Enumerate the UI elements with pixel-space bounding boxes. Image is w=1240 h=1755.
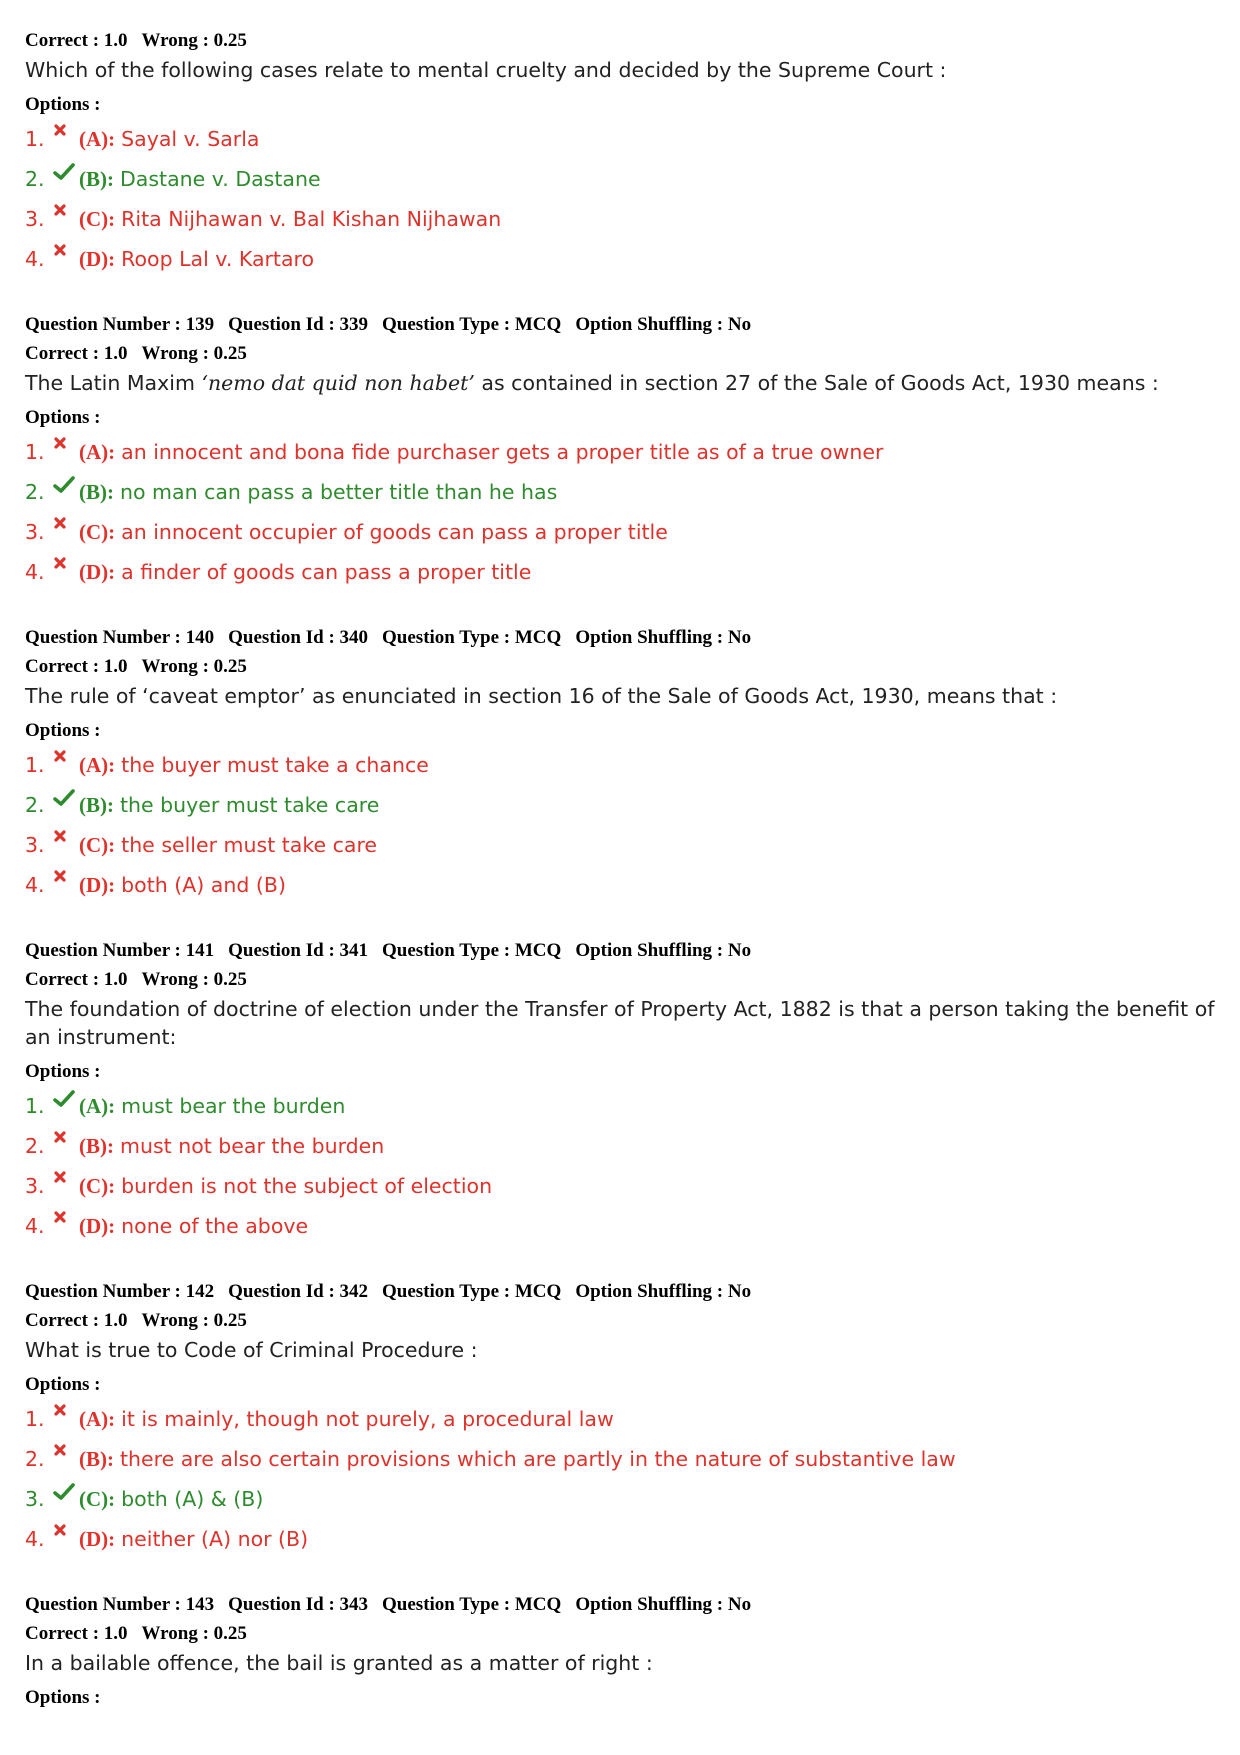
option-letter: (A): xyxy=(79,126,116,151)
cross-icon xyxy=(53,1403,79,1425)
option-number: 4. xyxy=(25,1214,45,1238)
question-number: Question Number : 142 xyxy=(25,1281,215,1302)
option-item xyxy=(25,512,1220,552)
cross-icon xyxy=(53,556,79,578)
check-icon xyxy=(53,1090,79,1112)
question-header xyxy=(25,623,1220,652)
question-text: The rule of ‘caveat emptor’ as enunciated in section 16 of the Sale of Goods Act, 1930, means that : xyxy=(25,684,1058,708)
question-id: Question Id : 341 xyxy=(228,940,369,961)
check-icon xyxy=(53,163,79,185)
marking-scheme xyxy=(25,965,1220,994)
cross-icon xyxy=(53,243,79,265)
option-number: 2. xyxy=(25,1134,45,1158)
option-shuffling: Option Shuffling : No xyxy=(575,1594,752,1615)
cross-icon xyxy=(53,1443,79,1465)
correct-mark: Correct : 1.0 xyxy=(25,969,128,990)
correct-mark: Correct : 1.0 xyxy=(25,343,128,364)
option-letter: (D): xyxy=(79,1526,116,1551)
option-text: the seller must take care xyxy=(121,833,378,857)
option-number: 4. xyxy=(25,1527,45,1551)
marking-scheme xyxy=(25,652,1220,681)
option-number: 1. xyxy=(25,127,45,151)
option-letter: (D): xyxy=(79,1213,116,1238)
option-item xyxy=(25,1126,1220,1166)
question-id: Question Id : 340 xyxy=(228,627,369,648)
wrong-mark: Wrong : 0.25 xyxy=(141,1310,247,1331)
wrong-mark: Wrong : 0.25 xyxy=(141,1623,247,1644)
option-item xyxy=(25,1086,1220,1126)
option-item xyxy=(25,1519,1220,1559)
correct-mark: Correct : 1.0 xyxy=(25,1310,128,1331)
question-number: Question Number : 140 xyxy=(25,627,215,648)
marking-scheme xyxy=(25,1619,1220,1648)
question-block xyxy=(25,26,1220,279)
question-header xyxy=(25,936,1220,965)
wrong-mark: Wrong : 0.25 xyxy=(141,656,247,677)
option-text: both (A) and (B) xyxy=(121,873,286,897)
option-text: must not bear the burden xyxy=(120,1134,385,1158)
option-number: 3. xyxy=(25,520,45,544)
option-item xyxy=(25,199,1220,239)
marking-scheme xyxy=(25,1306,1220,1335)
question-header xyxy=(25,310,1220,339)
options-label: Options : xyxy=(25,94,101,115)
option-letter: (C): xyxy=(79,1486,116,1511)
option-text: neither (A) nor (B) xyxy=(121,1527,309,1551)
question-text: The Latin Maxim ‘nemo dat quid non habet’ as contained in section 27 of the Sale of Goods Act, 1930 means : xyxy=(25,371,1159,395)
option-number: 2. xyxy=(25,167,45,191)
option-letter: (B): xyxy=(79,792,114,817)
question-id: Question Id : 342 xyxy=(228,1281,369,1302)
question-text: What is true to Code of Criminal Procedure : xyxy=(25,1338,478,1362)
cross-icon xyxy=(53,203,79,225)
question-header xyxy=(25,1277,1220,1306)
marking-scheme xyxy=(25,26,1220,55)
cross-icon xyxy=(53,436,79,458)
option-text: the buyer must take care xyxy=(120,793,380,817)
question-type: Question Type : MCQ xyxy=(382,1281,562,1302)
option-number: 2. xyxy=(25,1447,45,1471)
check-icon xyxy=(53,789,79,811)
question-number: Question Number : 141 xyxy=(25,940,215,961)
option-text: there are also certain provisions which are partly in the nature of substantive law xyxy=(120,1447,956,1471)
wrong-mark: Wrong : 0.25 xyxy=(141,343,247,364)
question-block xyxy=(25,310,1220,592)
option-text: a finder of goods can pass a proper title xyxy=(121,560,532,584)
option-letter: (C): xyxy=(79,1173,116,1198)
option-item xyxy=(25,1439,1220,1479)
option-number: 4. xyxy=(25,873,45,897)
option-letter: (C): xyxy=(79,519,116,544)
option-number: 2. xyxy=(25,793,45,817)
option-item xyxy=(25,1206,1220,1246)
options-label: Options : xyxy=(25,1687,101,1708)
question-type: Question Type : MCQ xyxy=(382,627,562,648)
question-block xyxy=(25,1277,1220,1559)
option-shuffling: Option Shuffling : No xyxy=(575,1281,752,1302)
question-header xyxy=(25,1590,1220,1619)
question-id: Question Id : 339 xyxy=(228,314,369,335)
option-number: 1. xyxy=(25,753,45,777)
option-letter: (C): xyxy=(79,832,116,857)
question-type: Question Type : MCQ xyxy=(382,314,562,335)
option-item xyxy=(25,472,1220,512)
question-number: Question Number : 139 xyxy=(25,314,215,335)
option-number: 1. xyxy=(25,1407,45,1431)
option-item xyxy=(25,1479,1220,1519)
option-shuffling: Option Shuffling : No xyxy=(575,940,752,961)
cross-icon xyxy=(53,1210,79,1232)
option-text: burden is not the subject of election xyxy=(121,1174,493,1198)
question-block xyxy=(25,623,1220,905)
option-letter: (A): xyxy=(79,1093,116,1118)
options-label: Options : xyxy=(25,720,101,741)
question-text: In a bailable offence, the bail is granted as a matter of right : xyxy=(25,1651,653,1675)
option-letter: (C): xyxy=(79,206,116,231)
option-letter: (B): xyxy=(79,479,114,504)
option-item xyxy=(25,159,1220,199)
correct-mark: Correct : 1.0 xyxy=(25,656,128,677)
option-text: none of the above xyxy=(121,1214,309,1238)
option-text: the buyer must take a chance xyxy=(121,753,429,777)
option-letter: (B): xyxy=(79,1446,114,1471)
option-shuffling: Option Shuffling : No xyxy=(575,314,752,335)
latin-maxim: ‘nemo dat quid non habet’ xyxy=(201,371,475,395)
question-number: Question Number : 143 xyxy=(25,1594,215,1615)
option-text: both (A) & (B) xyxy=(121,1487,264,1511)
option-number: 1. xyxy=(25,440,45,464)
option-letter: (D): xyxy=(79,246,116,271)
option-number: 4. xyxy=(25,247,45,271)
question-text: The foundation of doctrine of election under the Transfer of Property Act, 1882 is that a person taking the benefit of an instrument: xyxy=(25,997,1215,1049)
marking-scheme xyxy=(25,339,1220,368)
option-letter: (A): xyxy=(79,1406,116,1431)
cross-icon xyxy=(53,1170,79,1192)
option-letter: (B): xyxy=(79,1133,114,1158)
option-number: 2. xyxy=(25,480,45,504)
check-icon xyxy=(53,1483,79,1505)
option-text: no man can pass a better title than he has xyxy=(120,480,558,504)
question-type: Question Type : MCQ xyxy=(382,940,562,961)
option-item xyxy=(25,1399,1220,1439)
option-shuffling: Option Shuffling : No xyxy=(575,627,752,648)
option-number: 3. xyxy=(25,1487,45,1511)
option-letter: (A): xyxy=(79,752,116,777)
option-text: Sayal v. Sarla xyxy=(121,127,260,151)
document-page xyxy=(25,26,1220,1743)
cross-icon xyxy=(53,749,79,771)
option-item xyxy=(25,432,1220,472)
cross-icon xyxy=(53,516,79,538)
option-item xyxy=(25,1166,1220,1206)
option-item xyxy=(25,745,1220,785)
option-item xyxy=(25,552,1220,592)
question-type: Question Type : MCQ xyxy=(382,1594,562,1615)
cross-icon xyxy=(53,869,79,891)
option-letter: (D): xyxy=(79,872,116,897)
option-number: 3. xyxy=(25,1174,45,1198)
option-text: Rita Nijhawan v. Bal Kishan Nijhawan xyxy=(121,207,502,231)
wrong-mark: Wrong : 0.25 xyxy=(141,30,247,51)
option-number: 3. xyxy=(25,833,45,857)
option-text: Roop Lal v. Kartaro xyxy=(121,247,315,271)
options-label: Options : xyxy=(25,1374,101,1395)
option-text: it is mainly, though not purely, a procedural law xyxy=(121,1407,614,1431)
correct-mark: Correct : 1.0 xyxy=(25,30,128,51)
question-block xyxy=(25,936,1220,1246)
question-block xyxy=(25,1590,1220,1712)
option-letter: (B): xyxy=(79,166,114,191)
option-text: an innocent and bona fide purchaser gets a proper title as of a true owner xyxy=(121,440,884,464)
correct-mark: Correct : 1.0 xyxy=(25,1623,128,1644)
question-id: Question Id : 343 xyxy=(228,1594,369,1615)
cross-icon xyxy=(53,1130,79,1152)
option-number: 1. xyxy=(25,1094,45,1118)
option-text: must bear the burden xyxy=(121,1094,346,1118)
option-item xyxy=(25,825,1220,865)
options-label: Options : xyxy=(25,1061,101,1082)
wrong-mark: Wrong : 0.25 xyxy=(141,969,247,990)
check-icon xyxy=(53,476,79,498)
option-number: 3. xyxy=(25,207,45,231)
option-item xyxy=(25,119,1220,159)
cross-icon xyxy=(53,1523,79,1545)
option-item xyxy=(25,785,1220,825)
cross-icon xyxy=(53,123,79,145)
question-text: Which of the following cases relate to mental cruelty and decided by the Supreme Court : xyxy=(25,58,947,82)
options-label: Options : xyxy=(25,407,101,428)
option-text: Dastane v. Dastane xyxy=(120,167,321,191)
option-text: an innocent occupier of goods can pass a proper title xyxy=(121,520,668,544)
option-item xyxy=(25,865,1220,905)
cross-icon xyxy=(53,829,79,851)
option-number: 4. xyxy=(25,560,45,584)
option-letter: (A): xyxy=(79,439,116,464)
option-item xyxy=(25,239,1220,279)
option-letter: (D): xyxy=(79,559,116,584)
